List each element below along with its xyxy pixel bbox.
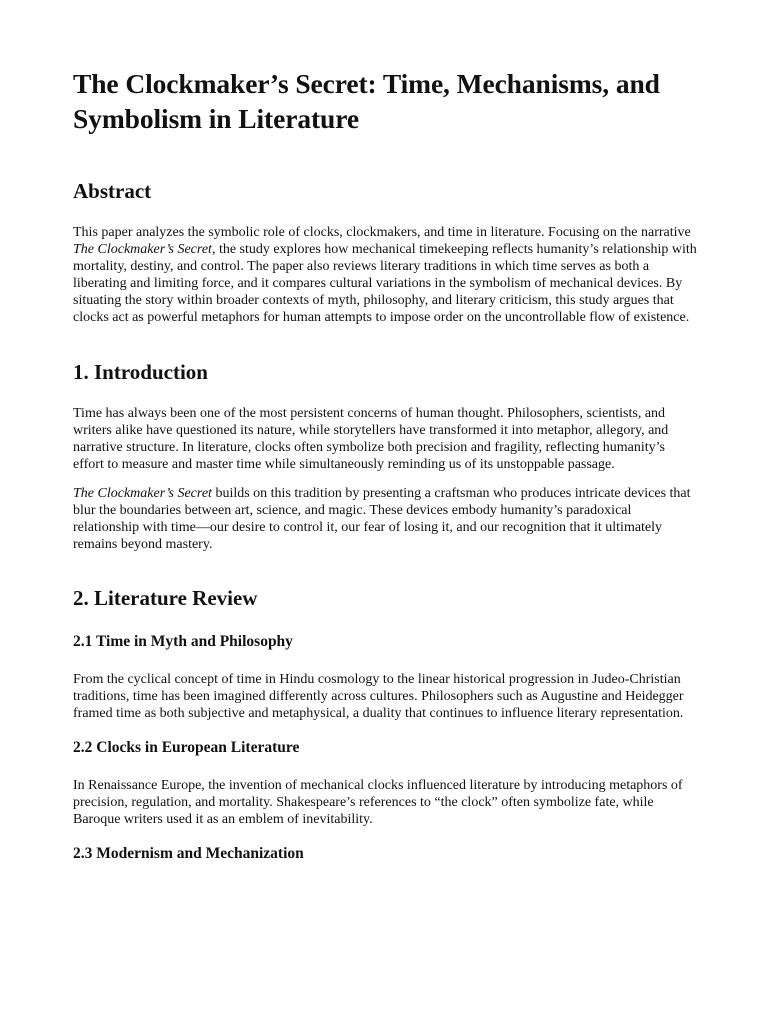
abstract-heading: Abstract	[73, 179, 152, 203]
introduction-heading: 1. Introduction	[73, 360, 208, 384]
subsection-paragraph-2-2: In Renaissance Europe, the invention of mechanical clocks influenced literature by introducing metaphors of precision, regulation, and mortality. Shakespeare’s references to “the clock” often symbolize fate, while Baroque writers used it as an emblem of inevitability.	[73, 778, 683, 827]
subsection-heading-2-1: 2.1 Time in Myth and Philosophy	[73, 633, 293, 650]
paper-page	[73, 66, 697, 883]
paper-title: The Clockmaker’s Secret: Time, Mechanisms, and Symbolism in Literature	[73, 68, 660, 134]
abstract-italic-title: The Clockmaker’s Secret	[73, 242, 212, 257]
introduction-paragraph-2	[73, 485, 697, 553]
literature-review-heading: 2. Literature Review	[73, 586, 258, 610]
subsection-paragraph-2-1: From the cyclical concept of time in Hindu cosmology to the linear historical progression in Judeo-Christian traditions, time has been imagined differently across cultures. Philosophers such as Augustine and Heidegger framed time as both subjective and metaphysical, a duality that continues to influence literary representation.	[73, 672, 684, 721]
subsection-heading-2-2: 2.2 Clocks in European Literature	[73, 739, 300, 756]
subsection-heading-2-3: 2.3 Modernism and Mechanization	[73, 845, 304, 862]
introduction-italic-title: The Clockmaker’s Secret	[73, 486, 212, 501]
introduction-paragraph-2-text: builds on this tradition by presenting a craftsman who produces intricate devices that blur the boundaries between art, science, and magic. These devices embody humanity’s paradoxical relationship with time—our desire to control it, our fear of losing it, and our recognition that it ultimately remains beyond mastery.	[73, 486, 691, 552]
introduction-paragraph-1: Time has always been one of the most persistent concerns of human thought. Philosophers, scientists, and writers alike have questioned its nature, while storytellers have transformed it into metaphor, allegory, and narrative structure. In literature, clocks often symbolize both precision and fragility, reflecting humanity’s effort to measure and master time while simultaneously reminding us of its unstoppable passage.	[73, 406, 669, 472]
abstract-text-after: , the study explores how mechanical timekeeping reflects humanity’s relationship with mortality, destiny, and control. The paper also reviews literary traditions in which time serves as both a liberating and limiting force, and it compares cultural variations in the symbolism of mechanical devices. By situating the story within broader contexts of myth, philosophy, and literary criticism, this study argues that clocks act as powerful metaphors for human attempts to impose order on the uncontrollable flow of existence.	[73, 242, 697, 325]
abstract-text-before: This paper analyzes the symbolic role of clocks, clockmakers, and time in literature. Focusing on the narrative	[73, 225, 691, 240]
abstract-paragraph	[73, 224, 697, 326]
